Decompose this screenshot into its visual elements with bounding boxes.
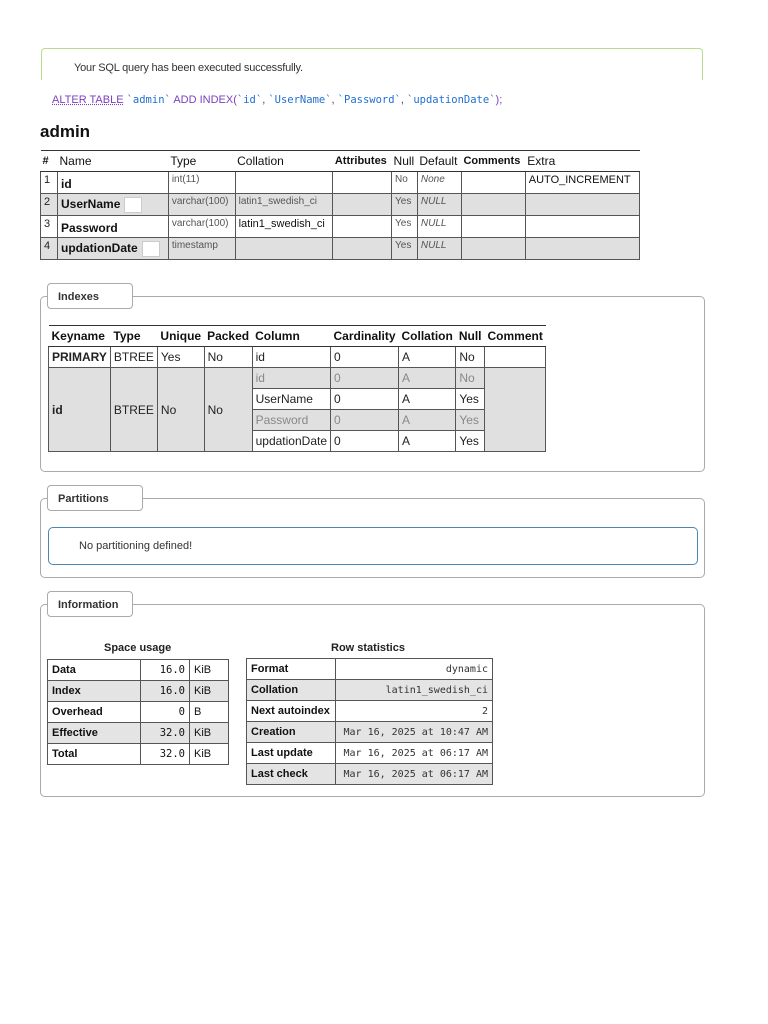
column-attributes (333, 238, 392, 260)
idx-type: BTREE (110, 347, 157, 368)
column-default (417, 194, 461, 216)
row-number: 1 (41, 172, 58, 194)
idx-header-type: Type (110, 326, 157, 347)
space-value: 32.0 (141, 723, 190, 744)
stat-label: Last check (247, 764, 336, 785)
table-name-heading: admin (40, 122, 91, 141)
column-collation: latin1_swedish_ci (235, 194, 333, 216)
idx-header-collation: Collation (399, 326, 456, 347)
idx-packed: No (204, 347, 252, 368)
idx-keyname: PRIMARY (49, 347, 111, 368)
idx-null: Yes (456, 431, 485, 452)
table-row (247, 659, 493, 680)
idx-comment (485, 347, 546, 368)
column-name[interactable]: updationDate (61, 241, 138, 256)
table-row (48, 744, 229, 765)
sql-close: ); (495, 94, 503, 106)
no-partitions-text: No partitioning defined! (79, 540, 193, 552)
idx-column: id (252, 368, 330, 389)
success-message (41, 48, 703, 80)
table-row (247, 722, 493, 743)
space-label: Overhead (48, 702, 141, 723)
stat-value: Mar 16, 2025 at 06:17 AM (336, 743, 493, 764)
table-row[interactable] (41, 194, 640, 216)
idx-null: Yes (456, 389, 485, 410)
space-unit: KiB (190, 744, 229, 765)
stat-value: dynamic (336, 659, 493, 680)
idx-collation: A (399, 389, 456, 410)
column-extra (525, 194, 639, 216)
table-row (48, 660, 229, 681)
row-statistics-caption: Row statistics (331, 642, 405, 654)
row-statistics-table (246, 658, 493, 785)
space-unit: KiB (190, 660, 229, 681)
column-name[interactable]: UserName (61, 197, 121, 212)
idx-packed: No (204, 368, 252, 452)
idx-header-packed: Packed (204, 326, 252, 347)
column-null: Yes (392, 238, 418, 260)
sql-open-paren: ( (233, 94, 237, 106)
col-header-type[interactable]: Type (168, 151, 235, 172)
idx-header-unique: Unique (157, 326, 204, 347)
space-usage-caption: Space usage (104, 642, 172, 654)
col-header-collation[interactable]: Collation (235, 151, 333, 172)
col-header-null[interactable]: Null (392, 151, 418, 172)
sql-keyword-index: INDEX (199, 94, 234, 106)
table-row (247, 764, 493, 785)
stat-label: Last update (247, 743, 336, 764)
default-value: None (420, 174, 445, 185)
column-collation (235, 238, 333, 260)
col-header-comments[interactable]: Comments (461, 151, 525, 172)
space-value: 16.0 (141, 681, 190, 702)
information-legend[interactable]: Information (47, 591, 133, 617)
column-attributes (333, 172, 392, 194)
column-null: Yes (392, 216, 418, 238)
space-value: 0 (141, 702, 190, 723)
stat-label: Creation (247, 722, 336, 743)
column-attributes (333, 194, 392, 216)
column-extra (525, 238, 639, 260)
column-name[interactable]: id (58, 172, 169, 194)
column-comments (461, 216, 525, 238)
sql-col-password: `Password` (337, 94, 401, 106)
idx-collation: A (399, 431, 456, 452)
idx-column: updationDate (252, 431, 330, 452)
idx-header-cardinality: Cardinality (331, 326, 399, 347)
space-label: Index (48, 681, 141, 702)
idx-column: Password (252, 410, 330, 431)
idx-collation: A (399, 410, 456, 431)
sql-sep: , (331, 94, 335, 106)
idx-header-keyname: Keyname (49, 326, 111, 347)
row-number: 4 (41, 238, 58, 260)
col-header-attributes[interactable]: Attributes (333, 151, 392, 172)
column-collation (235, 172, 333, 194)
idx-cardinality: 0 (331, 431, 399, 452)
stat-value: Mar 16, 2025 at 10:47 AM (336, 722, 493, 743)
column-extra: AUTO_INCREMENT (525, 172, 639, 194)
column-attributes (333, 216, 392, 238)
column-type: varchar(100) (168, 216, 235, 238)
idx-keyname: id (49, 368, 111, 452)
table-row (247, 680, 493, 701)
success-text: Your SQL query has been executed successfully. (74, 62, 303, 74)
column-name-cell[interactable] (58, 238, 169, 260)
col-header-extra[interactable]: Extra (525, 151, 639, 172)
idx-null: No (456, 347, 485, 368)
column-comments (461, 238, 525, 260)
stat-value: 2 (336, 701, 493, 722)
idx-collation: A (399, 347, 456, 368)
indexes-header-row (49, 326, 546, 347)
idx-null: No (456, 368, 485, 389)
table-row[interactable] (41, 172, 640, 194)
table-row (48, 702, 229, 723)
sql-table: `admin` (126, 94, 171, 106)
space-usage-table (47, 659, 229, 765)
table-row[interactable] (41, 216, 640, 238)
space-value: 32.0 (141, 744, 190, 765)
idx-unique: Yes (157, 347, 204, 368)
sql-keyword-add: ADD (173, 94, 197, 106)
column-comments (461, 172, 525, 194)
indexes-table (48, 325, 546, 452)
space-label: Effective (48, 723, 141, 744)
column-collation: latin1_swedish_ci (235, 216, 333, 238)
space-value: 16.0 (141, 660, 190, 681)
row-checkbox[interactable] (142, 241, 160, 257)
idx-header-null: Null (456, 326, 485, 347)
space-unit: B (190, 702, 229, 723)
space-label: Data (48, 660, 141, 681)
table-row (247, 743, 493, 764)
space-unit: KiB (190, 723, 229, 744)
idx-cardinality: 0 (331, 389, 399, 410)
sql-col-updationdate: `updationDate` (407, 94, 496, 106)
column-null: No (392, 172, 418, 194)
idx-header-column: Column (252, 326, 330, 347)
column-default (417, 172, 461, 194)
row-number: 2 (41, 194, 58, 216)
column-default (417, 238, 461, 260)
structure-table (40, 150, 640, 260)
table-row (48, 681, 229, 702)
stat-value: Mar 16, 2025 at 06:17 AM (336, 764, 493, 785)
table-row (48, 723, 229, 744)
indexes-legend[interactable]: Indexes (47, 283, 133, 309)
idx-collation: A (399, 368, 456, 389)
sql-query (52, 94, 502, 106)
column-default (417, 216, 461, 238)
column-type: varchar(100) (168, 194, 235, 216)
default-value: NULL (420, 240, 447, 251)
col-header-name[interactable]: Name (58, 151, 169, 172)
table-row (247, 701, 493, 722)
sql-col-id: `id` (236, 94, 263, 106)
sql-sep: , (400, 94, 404, 106)
sql-keyword-alter-table[interactable]: ALTER TABLE (52, 94, 124, 106)
space-unit: KiB (190, 681, 229, 702)
column-comments (461, 194, 525, 216)
partitions-legend[interactable]: Partitions (47, 485, 143, 511)
idx-column: id (252, 347, 330, 368)
idx-cardinality: 0 (331, 347, 399, 368)
idx-header-comment: Comment (485, 326, 546, 347)
structure-header-row (41, 151, 640, 172)
col-header-num: # (41, 151, 58, 172)
default-value: NULL (420, 218, 447, 229)
stat-label: Collation (247, 680, 336, 701)
idx-column: UserName (252, 389, 330, 410)
default-value: NULL (420, 196, 447, 207)
column-name-cell[interactable] (58, 194, 169, 216)
column-extra (525, 216, 639, 238)
table-row[interactable] (41, 238, 640, 260)
stat-value: latin1_swedish_ci (336, 680, 493, 701)
sql-sep: , (262, 94, 266, 106)
stat-label: Format (247, 659, 336, 680)
column-name[interactable]: Password (58, 216, 169, 238)
column-null: Yes (392, 194, 418, 216)
column-type: timestamp (168, 238, 235, 260)
space-label: Total (48, 744, 141, 765)
idx-comment (485, 368, 546, 452)
idx-cardinality: 0 (331, 368, 399, 389)
idx-cardinality: 0 (331, 410, 399, 431)
no-partitions-notice (48, 527, 698, 565)
row-number: 3 (41, 216, 58, 238)
column-type: int(11) (168, 172, 235, 194)
idx-type: BTREE (110, 368, 157, 452)
col-header-default[interactable]: Default (417, 151, 461, 172)
idx-unique: No (157, 368, 204, 452)
sql-col-username: `UserName` (268, 94, 332, 106)
table-row (49, 368, 546, 389)
stat-label: Next autoindex (247, 701, 336, 722)
row-checkbox[interactable] (124, 197, 142, 213)
table-row (49, 347, 546, 368)
idx-null: Yes (456, 410, 485, 431)
